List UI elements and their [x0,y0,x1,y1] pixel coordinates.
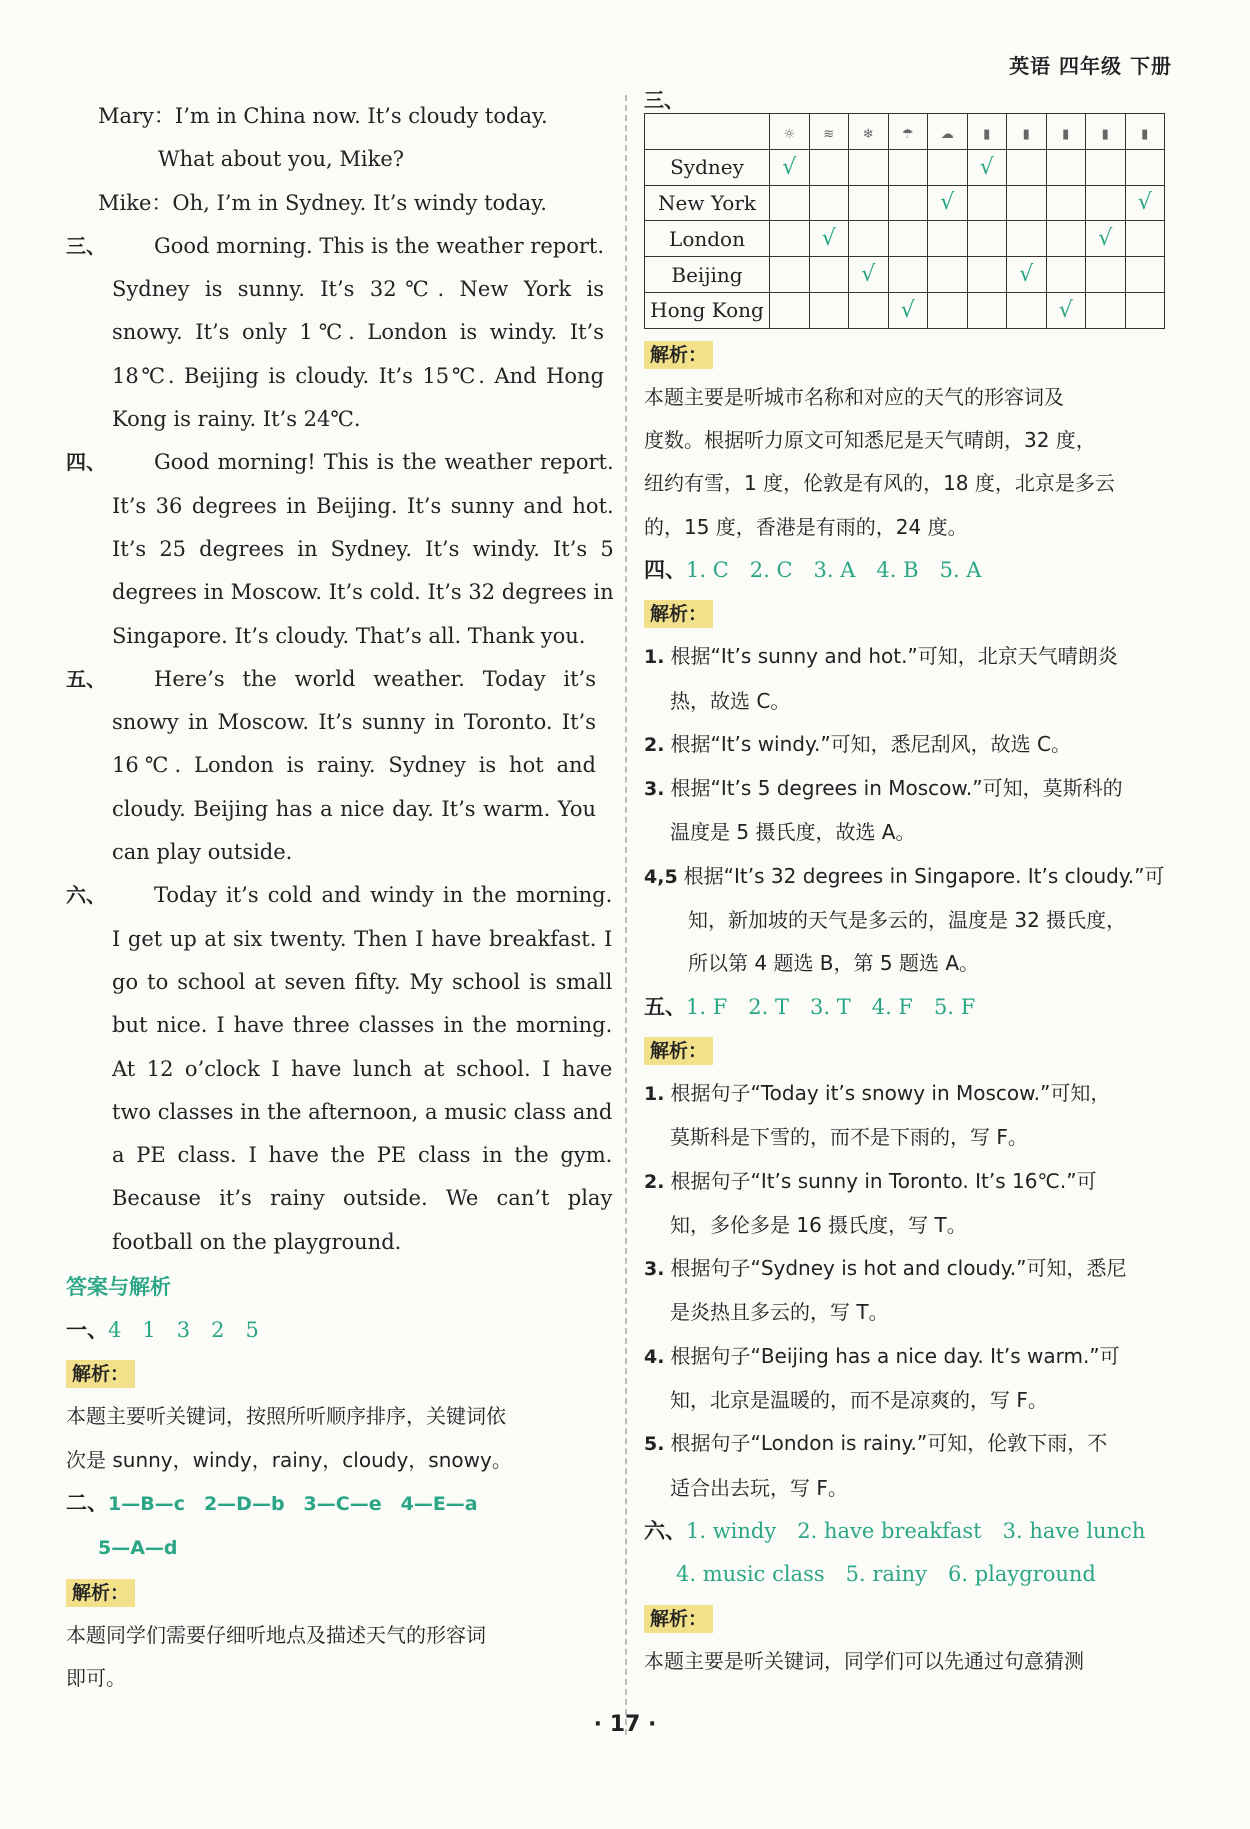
dialogue-line: What about you, Mike? [158,147,405,172]
table-row [645,185,1165,221]
table-header-cell [770,114,810,150]
script-section [66,874,613,1264]
analysis-line: 度数。根据听力原文可知悉尼是天气晴朗，32 度， [644,428,1096,453]
dialogue [66,95,596,225]
table-cell [1125,221,1165,257]
answer-values: 1. C 2. C 3. A 4. B 5. A [686,557,982,582]
item-number: 3. [644,1258,665,1281]
table-corner [645,114,770,150]
analysis-text: 根据句子“Sydney is hot and cloudy.”可知，悉尼 [670,1256,1127,1281]
analysis-line: 本题同学们需要仔细听地点及描述天气的形容词 [66,1622,486,1647]
table-cell [967,221,1007,257]
script-line: 18℃. Beijing is cloudy. It’s 15℃. And Hong [112,363,605,388]
script-line: cloudy. Beijing has a nice day. It’s warm. You [112,796,596,821]
left-column [66,95,614,1700]
answer-label: 二、 [66,1490,108,1515]
answer-2-cont [66,1526,596,1570]
analysis-line [644,1160,1174,1204]
answer-label: 五、 [644,994,686,1019]
analysis-line [644,1422,1174,1466]
item-number: 4. [644,1345,665,1368]
table-cell [1125,292,1165,328]
answer-6-cont [644,1553,1174,1596]
listening-scripts [66,225,614,1264]
table-cell [888,185,928,221]
section-label: 六、 [66,883,106,908]
analysis-tag: 解析： [66,1360,135,1388]
table-cell [770,257,810,293]
thermometer-icon: ▮ [1141,126,1149,142]
table-cell [1007,221,1047,257]
table-cell [888,292,928,328]
check-mark-icon: √ [782,154,797,180]
city-cell: London [645,221,770,257]
check-mark-icon: √ [1137,190,1152,216]
analysis-item [644,1160,1174,1248]
table-cell [1046,149,1086,185]
script-line: a PE class. I have the PE class in the gym. [112,1143,613,1168]
analysis-line: 本题主要听关键词，按照所听顺序排序，关键词依 [66,1404,506,1429]
snowy-icon: ❄ [862,126,874,142]
section-body [112,225,604,441]
table-cell [1046,185,1086,221]
table-row [645,221,1165,257]
analysis-tag: 解析： [644,1605,713,1633]
script-line: degrees in Moscow. It’s cold. It’s 32 degrees in [112,580,614,605]
section-label: 五、 [66,666,106,691]
table-cell [928,221,968,257]
item-number: 1. [644,1082,665,1105]
table-cell [770,221,810,257]
table-row [645,292,1165,328]
table-header-cell [1125,114,1165,150]
table-cell [928,185,968,221]
analysis-line: 是炎热且多云的，写 T。 [670,1300,889,1325]
analysis-item [644,767,1174,855]
script-line: snowy in Moscow. It’s sunny in Toronto. It’s [112,710,596,735]
table-header-cell [1086,114,1126,150]
table-cell [1007,185,1047,221]
analysis-item [644,1335,1174,1423]
analysis-line: 热，故选 C。 [670,688,791,713]
check-mark-icon: √ [1098,226,1113,252]
sunny-icon: ☼ [783,126,796,142]
script-line: can play outside. [112,840,293,865]
analysis-line [644,635,1174,679]
analysis-line [644,767,1174,811]
thermometer-icon: ▮ [983,126,991,142]
check-mark-icon: √ [821,226,836,252]
table-cell [1086,149,1126,185]
table-header-cell [888,114,928,150]
table-cell [928,149,968,185]
analysis-line [644,723,1174,767]
table-cell [1046,221,1086,257]
analysis-text: 根据句子“London is rainy.”可知，伦敦下雨，不 [670,1431,1108,1456]
section-label: 三、 [644,88,684,112]
analysis-line [644,1335,1174,1379]
analysis-line: 本题主要是听关键词，同学们可以先通过句意猜测 [644,1648,1084,1673]
table-cell [849,292,889,328]
table-header-cell [1007,114,1047,150]
check-mark-icon: √ [1058,297,1073,323]
analysis-item [644,635,1174,723]
analysis-line: 的，15 度，香港是有雨的，24 度。 [644,514,968,539]
table-cell [809,149,849,185]
script-line: snowy. It’s only 1℃. London is windy. It’s [112,320,605,345]
answer-label: 六、 [644,1518,686,1543]
table-cell [849,221,889,257]
item-number: 2. [644,1170,665,1193]
script-line: Today it’s cold and windy in the morning. [154,883,613,908]
section-body [112,658,596,874]
item-number: 5. [644,1433,665,1456]
script-section [66,225,605,441]
table-cell [1086,257,1126,293]
item-number: 4,5 [644,865,678,888]
table-cell [770,149,810,185]
rainy-icon: ☂ [901,126,914,142]
script-line: It’s 36 degrees in Beijing. It’s sunny and hot. [112,493,614,518]
section-label: 四、 [66,450,106,475]
table-cell [809,292,849,328]
table-header-cell [849,114,889,150]
answer-5 [644,986,1174,1029]
answer-1 [66,1309,596,1352]
table-cell [809,221,849,257]
table-cell [770,185,810,221]
analysis-tag: 解析： [644,600,713,628]
windy-icon: ≋ [823,126,835,142]
item-number: 3. [644,778,665,801]
script-line: Here’s the world weather. Today it’s [154,666,596,691]
table-cell [888,221,928,257]
thermometer-icon: ▮ [1062,126,1070,142]
table-cell [967,149,1007,185]
answer-values: 4. music class 5. rainy 6. playground [676,1562,1096,1587]
script-line: go to school at seven fifty. My school is small [112,969,613,994]
script-line: At 12 o’clock I have lunch at school. I have [112,1056,613,1081]
city-cell: Hong Kong [645,292,770,328]
answer-values: 5—A—d [98,1537,178,1560]
table-cell [849,257,889,293]
city-cell: Beijing [645,257,770,293]
thermometer-icon: ▮ [1022,126,1030,142]
page-number: · 17 · [593,1712,657,1737]
table-cell [1007,149,1047,185]
analysis-text: 根据句子“It’s sunny in Toronto. It’s 16℃.”可 [670,1168,1097,1193]
table-cell [1046,257,1086,293]
answer-6 [644,1510,1174,1553]
analysis-line: 莫斯科是下雪的，而不是下雨的，写 F。 [670,1125,1028,1150]
table-cell [1125,185,1165,221]
answer-label: 一、 [66,1318,108,1343]
table-cell [1007,257,1047,293]
answer-values: 1. windy 2. have breakfast 3. have lunch [686,1518,1146,1543]
check-mark-icon: √ [940,190,955,216]
analysis-tag: 解析： [644,1037,713,1065]
analysis-text: 根据“It’s sunny and hot.”可知，北京天气晴朗炎 [670,644,1118,669]
analysis-line: 知，新加坡的天气是多云的，温度是 32 摄氏度， [688,908,1127,933]
item-number: 2. [644,733,665,756]
table-cell [928,292,968,328]
script-line: football on the playground. [112,1229,402,1254]
script-line: Good morning. This is the weather report. [154,233,605,258]
table-cell [849,185,889,221]
table-cell [967,185,1007,221]
dialogue-line: Mary：I’m in China now. It’s cloudy today. [98,104,548,128]
analysis-tag: 解析： [66,1579,135,1607]
table-cell [849,149,889,185]
answer-4 [644,549,1174,592]
table-cell [967,292,1007,328]
table-header-cell [928,114,968,150]
analysis-line: 知，北京是温暖的，而不是凉爽的，写 F。 [670,1388,1048,1413]
table-cell [1086,185,1126,221]
table-cell [1046,292,1086,328]
script-line: but nice. I have three classes in the morning. [112,1013,613,1038]
answers-title: 答案与解析 [66,1275,171,1300]
answer-label: 四、 [644,557,686,582]
table-cell [1007,292,1047,328]
weather-table [644,113,1165,329]
analysis-line: 知，多伦多是 16 摄氏度，写 T。 [670,1212,967,1237]
table-cell [928,257,968,293]
item-number: 1. [644,646,665,669]
dialogue-line: Mike：Oh, I’m in Sydney. It’s windy today. [98,190,547,215]
analysis-line [644,1072,1174,1116]
analysis-item [644,1422,1174,1510]
city-cell: New York [645,185,770,221]
script-section [66,658,596,874]
check-mark-icon: √ [1019,262,1034,288]
script-section [66,441,614,657]
analysis-item [644,1247,1174,1335]
script-line: Singapore. It’s cloudy. That’s all. Thank you. [112,623,586,648]
table-cell [809,257,849,293]
section-body [112,441,614,657]
check-mark-icon: √ [861,262,876,288]
analysis-list [644,635,1174,985]
analysis-line: 温度是 5 摄氏度，故选 A。 [670,820,916,845]
answer-2 [66,1482,596,1526]
city-cell: Sydney [645,149,770,185]
table-row [645,149,1165,185]
analysis-item [644,723,1174,767]
answer-values: 4 1 3 2 5 [108,1318,259,1343]
analysis-text: 根据句子“Beijing has a nice day. It’s warm.”可 [670,1343,1120,1368]
table-cell [1086,292,1126,328]
script-line: Kong is rainy. It’s 24℃. [112,407,361,432]
analysis-line: 适合出去玩，写 F。 [670,1475,848,1500]
script-line: I get up at six twenty. Then I have breakfast. I [112,926,613,951]
script-line: 16℃. London is rainy. Sydney is hot and [112,753,596,778]
table-cell [888,257,928,293]
table-cell [888,149,928,185]
analysis-line: 次是 sunny，windy，rainy，cloudy，snowy。 [66,1447,512,1472]
table-header-cell [809,114,849,150]
right-column [644,88,1174,1683]
table-cell [770,292,810,328]
script-line: Because it’s rainy outside. We can’t play [112,1186,613,1211]
thermometer-icon: ▮ [1101,126,1109,142]
analysis-tag: 解析： [644,341,713,369]
analysis-line: 即可。 [66,1665,126,1690]
table-cell [967,257,1007,293]
section-label: 三、 [66,233,106,258]
table-cell [1125,149,1165,185]
table-row [645,257,1165,293]
analysis-line: 纽约有雪，1 度，伦敦是有风的，18 度，北京是多云 [644,471,1115,496]
table-cell [1125,257,1165,293]
table-cell [809,185,849,221]
page-header: 英语 四年级 下册 [1009,54,1172,78]
analysis-line: 本题主要是听城市名称和对应的天气的形容词及 [644,384,1064,409]
analysis-line [644,1247,1174,1291]
table-header-cell [967,114,1007,150]
cloudy-icon: ☁ [940,126,954,142]
analysis-item [644,1072,1174,1160]
script-line: Sydney is sunny. It’s 32℃. New York is [112,277,605,302]
analysis-line [644,855,1174,899]
analysis-text: 根据“It’s windy.”可知，悉尼刮风，故选 C。 [670,731,1071,756]
column-divider [625,95,627,1735]
check-mark-icon: √ [979,154,994,180]
script-line: Good morning! This is the weather report. [154,450,614,475]
script-line: It’s 25 degrees in Sydney. It’s windy. It’s 5 [112,536,614,561]
table-header-cell [1046,114,1086,150]
answer-values: 1. F 2. T 3. T 4. F 5. F [686,994,976,1019]
analysis-list [644,1072,1174,1510]
check-mark-icon: √ [900,297,915,323]
answer-values: 1—B—c 2—D—b 3—C—e 4—E—a [108,1492,478,1515]
analysis-item [644,855,1174,986]
analysis-text: 根据“It’s 32 degrees in Singapore. It’s cloudy.”可 [683,863,1165,888]
section-body [112,874,612,1264]
analysis-line: 所以第 4 题选 B，第 5 题选 A。 [688,951,979,976]
analysis-text: 根据“It’s 5 degrees in Moscow.”可知，莫斯科的 [670,776,1123,801]
analysis-text: 根据句子“Today it’s snowy in Moscow.”可知， [670,1080,1111,1105]
table-cell [1086,221,1126,257]
script-line: two classes in the afternoon, a music class and [112,1099,613,1124]
